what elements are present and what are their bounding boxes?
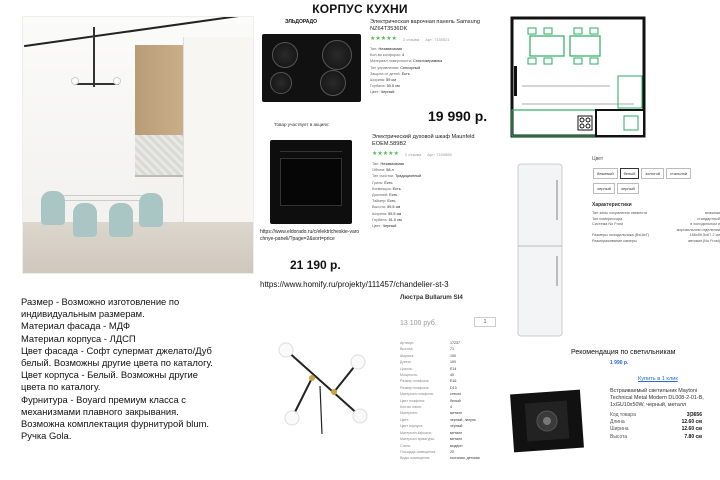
spec-key: Размер плафона: <box>400 379 430 384</box>
spec-value: E14 <box>450 366 457 371</box>
kitchen-floor-plan <box>510 16 646 138</box>
spec-value: 59.5 см <box>387 205 401 210</box>
spec-value: стандартный <box>697 216 720 221</box>
spec-value: 59.5 см <box>388 211 402 216</box>
recommendation-heading: Рекомендация по светильникам <box>571 349 676 356</box>
spec-key: Код товара <box>610 412 636 418</box>
spec-value: гостиная, детская <box>450 456 480 461</box>
photo-floor <box>23 222 254 274</box>
spec-key: Размораживание камеры <box>592 238 637 243</box>
photo-table <box>63 195 149 201</box>
fridge-spec-list <box>592 211 720 245</box>
oven-spec-list <box>372 161 500 229</box>
spec-value: 4 <box>402 53 405 58</box>
article-number: Арт: 7150589 <box>427 152 452 157</box>
spec-row <box>372 223 500 229</box>
spec-value: Черный <box>382 224 397 229</box>
spec-key: Стиль: <box>400 443 412 448</box>
spec-key: Длина: <box>400 360 412 365</box>
spec-key: Цвет корпуса: <box>400 424 424 429</box>
spec-key: Тип управления: <box>370 65 401 70</box>
photo-lamp-arm <box>75 83 119 85</box>
spec-value: влажная <box>704 211 720 215</box>
spec-key: Цвет плафона: <box>400 398 426 403</box>
description-line: Размер - Возможно изготовление по <box>21 296 180 307</box>
spec-value: E16 <box>450 379 457 384</box>
spec-value: черный, латунь <box>450 417 476 422</box>
spec-value: Стеклокерамика <box>412 59 443 64</box>
spec-key: Тип зоны сохранения свежести <box>592 211 648 215</box>
article-number: Арт: 7150521 <box>425 37 450 42</box>
photo-chair <box>41 191 65 225</box>
description-line: Возможна комплектация фурнитурой blum. <box>21 418 209 430</box>
spec-value: 51.0 см <box>388 217 402 222</box>
spotlight-panel <box>610 360 720 441</box>
hob-name[interactable]: Электрическая варочная панель Samsung NZ64T3536DK <box>370 19 480 32</box>
description-line: Цвет фасада - Софт супермат джелато/Дуб <box>21 344 212 356</box>
color-option[interactable]: черный <box>593 183 615 194</box>
spec-row <box>592 222 720 233</box>
spec-value: металл <box>450 411 463 416</box>
color-option[interactable]: черный <box>617 183 639 194</box>
spotlight-description: Встраиваемый светильник Maytoni Technical Metal Modern DL008-2-01-B, 1xGU10x50W, черный, металл <box>610 388 704 408</box>
spec-value: металл <box>450 430 463 435</box>
spec-value: 12.60 см <box>681 419 702 426</box>
spec-key: Глубина: <box>370 84 387 89</box>
spec-value: стекло <box>450 392 462 397</box>
description-line: Фурнитура - Boyard премиум класса с <box>21 393 186 405</box>
review-count[interactable]: 2 отзыва <box>402 37 420 42</box>
promo-caption: Товар участвует в акциях: <box>274 122 330 127</box>
spec-value: Черный <box>380 90 395 95</box>
spec-row <box>610 426 702 433</box>
spec-key: Защита от детей: <box>370 71 402 76</box>
hob-image <box>262 34 361 102</box>
spotlight-image <box>498 378 596 464</box>
spec-key: Материал каркаса: <box>400 430 432 435</box>
lustre-price: 13 100 руб. <box>400 320 437 327</box>
description-line: Ручка Gola. <box>21 430 72 442</box>
rating-stars-icon: ★★★★★ <box>372 151 399 157</box>
spec-key: Тип: <box>370 47 379 51</box>
spec-value: 20 <box>450 449 454 454</box>
spec-value: 50.5 см <box>386 84 400 89</box>
spec-value: Традиционный <box>395 174 422 179</box>
spec-key: Размеры холодильника (ВхШхГ) <box>592 233 650 238</box>
spec-value: 58 л <box>386 168 394 173</box>
fridge-image <box>512 160 568 340</box>
description-line: Материал фасада - МДФ <box>21 320 130 332</box>
color-label: Цвет <box>592 156 604 162</box>
color-option[interactable]: бежевый <box>593 168 618 179</box>
spotlight-spec-list <box>610 412 702 441</box>
description-line: Цвет корпуса - Белый. Возможны другие <box>21 369 198 381</box>
spec-value: 100 <box>450 353 456 358</box>
description-line: индивидуальным размерам. <box>21 308 145 320</box>
spotlight-price: 1 990 р. <box>610 360 629 366</box>
hob-info <box>370 19 498 96</box>
spec-value: 59 см <box>386 78 396 83</box>
description-line: белый. Возможны другие цвета по каталогу. <box>21 357 213 369</box>
page-title: КОРПУС КУХНИ <box>312 2 408 16</box>
color-option[interactable]: стальной <box>666 168 691 179</box>
characteristics-heading: Характеристики <box>592 202 632 208</box>
lustre-title[interactable]: Люстра Bullarum SI4 <box>400 294 463 301</box>
spec-value: Есть <box>392 186 401 191</box>
buy-one-click-link[interactable]: Купить в 1 клик <box>638 376 678 382</box>
spec-key: Тип очистки: <box>372 174 396 179</box>
spec-key: Объем: <box>372 168 387 173</box>
spec-key: Мощность: <box>400 373 419 378</box>
quantity-stepper[interactable]: 1 <box>474 317 496 327</box>
spec-key: Высота: <box>372 205 388 210</box>
spec-value: 3|3656 <box>686 412 702 418</box>
spec-value: Независимая <box>378 47 403 51</box>
spec-value: D13 <box>450 385 457 390</box>
spec-key: Виды помещения: <box>400 456 431 461</box>
spec-row <box>610 412 702 419</box>
spec-key: Материал: <box>400 411 418 416</box>
spec-row <box>370 89 498 95</box>
spec-value: Есть <box>384 180 393 185</box>
spec-key: Цвет: <box>400 417 410 422</box>
rating-stars-icon: ★★★★★ <box>370 36 397 42</box>
spec-key: Тип: <box>372 162 381 166</box>
kitchen-photo <box>22 16 254 274</box>
spec-value: 7.80 см <box>684 433 702 440</box>
spec-key: Гриль: <box>372 180 385 185</box>
spec-key: Тип компрессора <box>592 216 623 221</box>
spec-value: 40 <box>450 373 454 378</box>
description-line: Материал корпуса - ЛДСП <box>21 332 136 344</box>
spec-value: Есть <box>389 193 398 198</box>
photo-chair <box>73 203 97 237</box>
spec-value: Независимая <box>380 162 405 166</box>
spec-value: модерн <box>450 443 463 448</box>
spec-key: Длина <box>610 419 625 426</box>
spec-key: Дисплей: <box>372 193 390 198</box>
spec-key: Цвет: <box>370 90 381 95</box>
hob-price: 19 990 р. <box>428 108 488 124</box>
fridge-spec-panel <box>592 156 720 245</box>
spec-value: 17237 <box>450 341 460 345</box>
photo-tall-cabinet <box>183 37 254 227</box>
homify-link[interactable]: https://www.homify.ru/projekty/111457/chandelier-st-3 <box>260 280 449 289</box>
spec-key: Площадь освещения: <box>400 449 437 454</box>
spec-key: Ширина: <box>372 211 389 216</box>
lustre-spec-list <box>400 340 500 462</box>
spec-key: Материал поверхности: <box>370 59 413 64</box>
color-option[interactable]: золотой <box>641 168 664 179</box>
spec-value: 186x59.5x67.2 см <box>689 233 720 238</box>
spec-value: 100 <box>450 360 456 365</box>
oven-info <box>372 134 500 229</box>
color-options <box>592 166 698 196</box>
spec-key: Цоколь: <box>400 366 414 371</box>
spec-key: Материал арматуры: <box>400 437 436 442</box>
spec-key: Высота <box>610 433 628 440</box>
photo-upper-cabinet <box>135 45 183 135</box>
spec-row <box>400 455 500 461</box>
spec-value: Есть <box>401 71 410 76</box>
oven-name[interactable]: Электрический духовой шкаф Maunfeld EOEM.589B2 <box>372 134 475 147</box>
spec-key: Ширина: <box>400 353 415 358</box>
spec-key: Система No Frost <box>592 222 623 227</box>
spec-key: Конвекция: <box>372 186 393 191</box>
photo-lamp-bulb <box>113 77 121 85</box>
spec-key: Ширина: <box>370 78 387 83</box>
spec-row <box>610 419 702 426</box>
spec-value: Есть <box>387 199 396 204</box>
photo-pendant-lamp <box>93 27 95 87</box>
review-count[interactable]: 2 отзыва <box>404 152 422 157</box>
spec-key: Размер плафона: <box>400 385 430 390</box>
spec-value: Сенсорный <box>400 65 421 70</box>
spec-value: 4 <box>450 405 452 410</box>
spec-key: Высота: <box>400 347 414 352</box>
hob-spec-list <box>370 46 498 96</box>
spec-value: 12.60 см <box>681 426 702 433</box>
spec-key: Артикул: <box>400 341 415 345</box>
photo-chair <box>109 203 133 237</box>
spec-row <box>592 239 720 245</box>
spec-key: Ширина <box>610 426 629 433</box>
spec-key: Глубина: <box>372 217 389 222</box>
spec-row <box>610 434 702 441</box>
spec-value: в холодильном и морозильном отделении <box>676 222 720 232</box>
spec-key: Таймер: <box>372 199 388 204</box>
spec-key: Материал плафона: <box>400 392 434 397</box>
spec-key: Кол-во конфорок: <box>370 53 403 58</box>
spec-key: Цвет: <box>372 224 383 229</box>
shop-logo: ЭЛЬДОРАДО <box>285 19 317 25</box>
photo-lamp-bulb <box>71 77 79 85</box>
kitchen-description <box>21 296 251 442</box>
spec-value: металл <box>450 437 463 442</box>
description-line: механизмами плавного закрывания. <box>21 405 179 417</box>
description-line: цвета по каталогу. <box>21 381 101 393</box>
spec-value: черный <box>450 424 463 429</box>
spec-value: 71 <box>450 347 454 352</box>
eldorado-link[interactable]: https://www.eldorado.ru/c/elektricheskie-varochnye-paneli/?page=2&sort=price <box>260 229 360 242</box>
spec-value: автомат.(No Frost) <box>688 238 720 243</box>
photo-chair <box>139 193 163 227</box>
color-option[interactable]: белый <box>620 168 640 179</box>
oven-price: 21 190 р. <box>290 258 341 272</box>
oven-image <box>270 140 352 224</box>
chandelier-image <box>262 330 380 450</box>
spec-key: Кол-во ламп: <box>400 405 422 410</box>
spec-value: белый <box>450 398 461 403</box>
